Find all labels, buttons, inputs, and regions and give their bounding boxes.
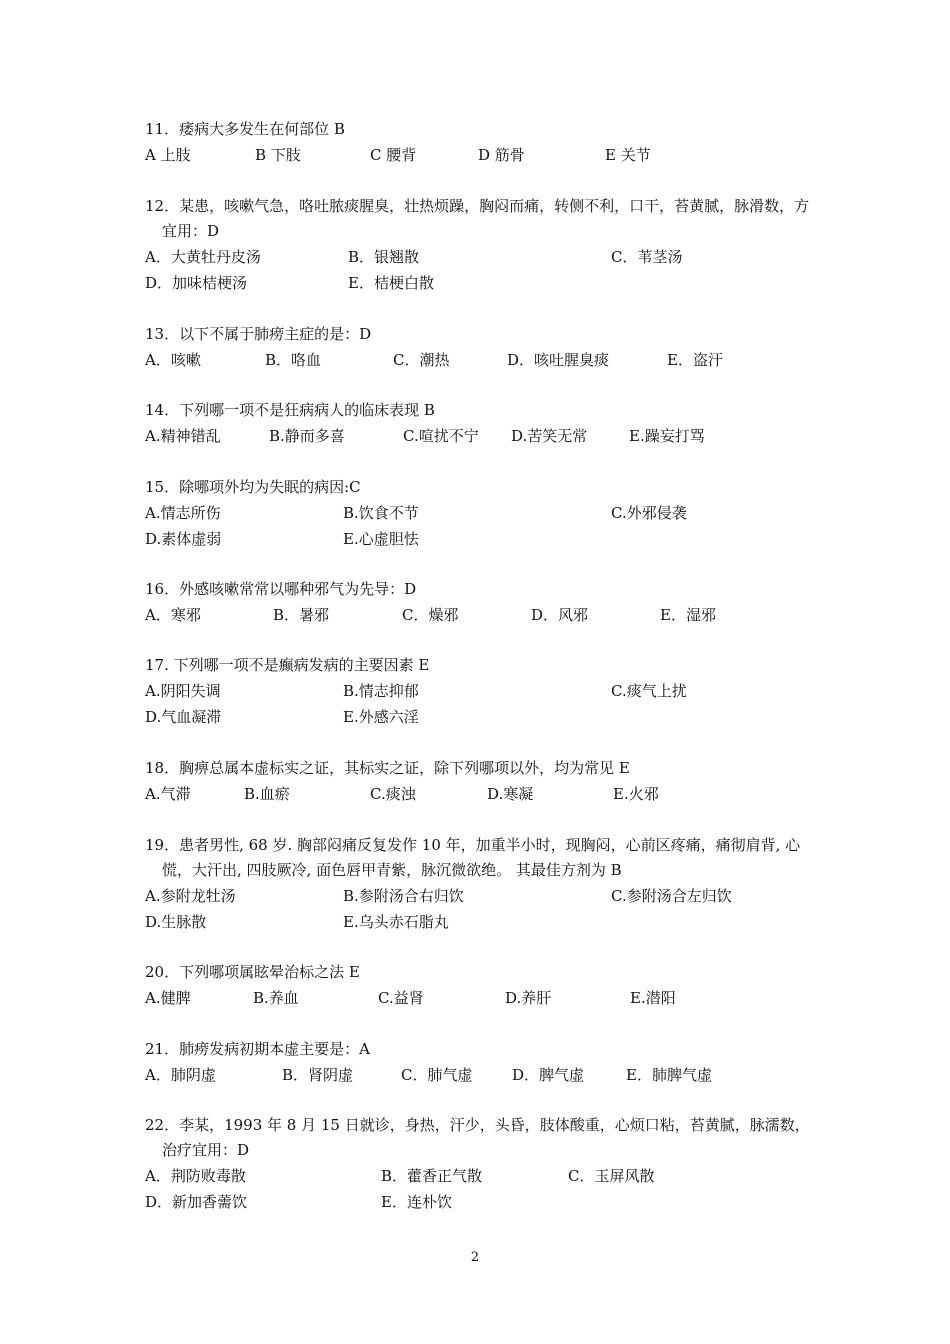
question-18 <box>145 756 810 807</box>
question-stem: 14．下列哪一项不是狂病病人的临床表现 B <box>145 401 435 419</box>
page-number: 2 <box>470 1250 480 1265</box>
question-stem: 12．某患，咳嗽气急，咯吐脓痰腥臭，壮热烦躁，胸闷而痛，转侧不利，口干，苔黄腻，脉滑数，方宜用：D <box>145 197 810 240</box>
question-stem: 21．肺痨发病初期本虚主要是：A <box>145 1040 370 1058</box>
option-row <box>145 1062 810 1088</box>
option-e: E.潜阳 <box>630 989 676 1007</box>
option-row <box>145 678 810 704</box>
question-22 <box>145 1113 810 1215</box>
question-stem: 11．痿病大多发生在何部位 B <box>145 120 345 138</box>
option-e: E．湿邪 <box>660 606 716 624</box>
option-a: A.精神错乱 <box>145 427 221 445</box>
option-e: E．连朴饮 <box>381 1193 452 1211</box>
option-row <box>145 142 810 168</box>
option-e: E．盗汗 <box>667 351 723 369</box>
question-11 <box>145 117 810 168</box>
option-d: D．风邪 <box>531 606 589 624</box>
option-a: A.情志所伤 <box>145 504 221 522</box>
option-b: B.饮食不节 <box>343 504 419 522</box>
option-a: A.参附龙牡汤 <box>145 887 236 905</box>
option-b: B.养血 <box>253 989 299 1007</box>
option-row <box>145 244 810 270</box>
question-stem: 18．胸痹总属本虚标实之证，其标实之证，除下列哪项以外，均为常见 E <box>145 759 630 777</box>
option-a: A 上肢 <box>145 146 191 164</box>
option-e: E.心虚胆怯 <box>343 530 419 548</box>
question-21 <box>145 1037 810 1088</box>
option-c: C．燥邪 <box>402 606 459 624</box>
option-a: A.阴阳失调 <box>145 682 221 700</box>
question-14 <box>145 398 810 449</box>
option-c: C.外邪侵袭 <box>611 504 687 522</box>
option-c: C.喧扰不宁 <box>403 427 479 445</box>
question-stem: 16．外感咳嗽常常以哪种邪气为先导：D <box>145 580 417 598</box>
option-row <box>145 1189 810 1215</box>
option-a: A．荆防败毒散 <box>145 1167 246 1185</box>
option-c: C．玉屏风散 <box>568 1167 655 1185</box>
question-stem: 13．以下不属于肺痨主症的是：D <box>145 325 372 343</box>
option-row <box>145 909 810 935</box>
option-b: B 下肢 <box>255 146 301 164</box>
option-row <box>145 985 810 1011</box>
option-d: D.养肝 <box>505 989 552 1007</box>
option-b: B．藿香正气散 <box>381 1167 483 1185</box>
option-e: E.躁妄打骂 <box>629 427 705 445</box>
option-row <box>145 526 810 552</box>
option-d: D．脾气虚 <box>512 1066 585 1084</box>
option-e: E 关节 <box>605 146 651 164</box>
question-stem: 15．除哪项外均为失眠的病因:C <box>145 478 361 496</box>
question-stem: 19．患者男性, 68 岁. 胸部闷痛反复发作 10 年，加重半小时，现胸闷，心前区疼痛，痛彻肩背, 心慌，大汗出, 四肢厥冷, 面色唇甲青紫，脉沉微欲绝。 其最佳方剂为 B <box>145 836 801 879</box>
option-d: D．加味桔梗汤 <box>145 274 248 292</box>
option-b: B.静而多喜 <box>269 427 345 445</box>
question-12 <box>145 194 810 296</box>
question-16 <box>145 577 810 628</box>
option-c: C．肺气虚 <box>401 1066 473 1084</box>
option-d: D．新加香薷饮 <box>145 1193 248 1211</box>
question-20 <box>145 960 810 1011</box>
option-row <box>145 883 810 909</box>
option-c: C.痰浊 <box>370 785 416 803</box>
question-stem: 17. 下列哪一项不是癫病发病的主要因素 E <box>145 656 430 674</box>
option-c: C.益肾 <box>378 989 424 1007</box>
option-c: C.痰气上扰 <box>611 682 687 700</box>
question-13 <box>145 322 810 373</box>
option-a: A.健脾 <box>145 989 191 1007</box>
option-b: B.血瘀 <box>244 785 290 803</box>
option-row <box>145 704 810 730</box>
option-row <box>145 781 810 807</box>
question-stem: 22．李某，1993 年 8 月 15 日就诊，身热，汗少，头昏，肢体酸重，心烦口粘，苔黄腻，脉濡数，治疗宜用：D <box>145 1116 810 1159</box>
option-c: C 腰背 <box>370 146 417 164</box>
option-d: D.气血凝滞 <box>145 708 222 726</box>
option-d: D.生脉散 <box>145 913 207 931</box>
option-d: D．咳吐腥臭痰 <box>507 351 610 369</box>
option-a: A．肺阴虚 <box>145 1066 216 1084</box>
option-row <box>145 270 810 296</box>
option-e: E．桔梗白散 <box>348 274 434 292</box>
option-d: D 筋骨 <box>478 146 525 164</box>
option-row <box>145 500 810 526</box>
option-row <box>145 347 810 373</box>
question-17 <box>145 653 810 730</box>
option-c: C．潮热 <box>393 351 450 369</box>
option-b: B.参附汤合右归饮 <box>343 887 464 905</box>
option-b: B．暑邪 <box>273 606 330 624</box>
option-b: B．肾阴虚 <box>282 1066 354 1084</box>
option-b: B.情志抑郁 <box>343 682 419 700</box>
question-stem: 20．下列哪项属眩晕治标之法 E <box>145 963 360 981</box>
option-e: E.外感六淫 <box>343 708 419 726</box>
option-d: D.素体虚弱 <box>145 530 222 548</box>
option-a: A．咳嗽 <box>145 351 201 369</box>
option-row <box>145 1163 810 1189</box>
option-a: A．寒邪 <box>145 606 201 624</box>
option-d: D.苦笑无常 <box>511 427 588 445</box>
option-a: A.气滞 <box>145 785 191 803</box>
option-c: C．苇茎汤 <box>611 248 683 266</box>
option-b: B．咯血 <box>265 351 322 369</box>
question-15 <box>145 475 810 552</box>
option-e: E．肺脾气虚 <box>626 1066 712 1084</box>
option-row <box>145 423 810 449</box>
option-e: E.火邪 <box>613 785 659 803</box>
option-d: D.寒凝 <box>487 785 534 803</box>
option-e: E.乌头赤石脂丸 <box>343 913 449 931</box>
question-19 <box>145 833 810 935</box>
option-row <box>145 602 810 628</box>
option-c: C.参附汤合左归饮 <box>611 887 732 905</box>
option-b: B．银翘散 <box>348 248 420 266</box>
option-a: A．大黄牡丹皮汤 <box>145 248 261 266</box>
